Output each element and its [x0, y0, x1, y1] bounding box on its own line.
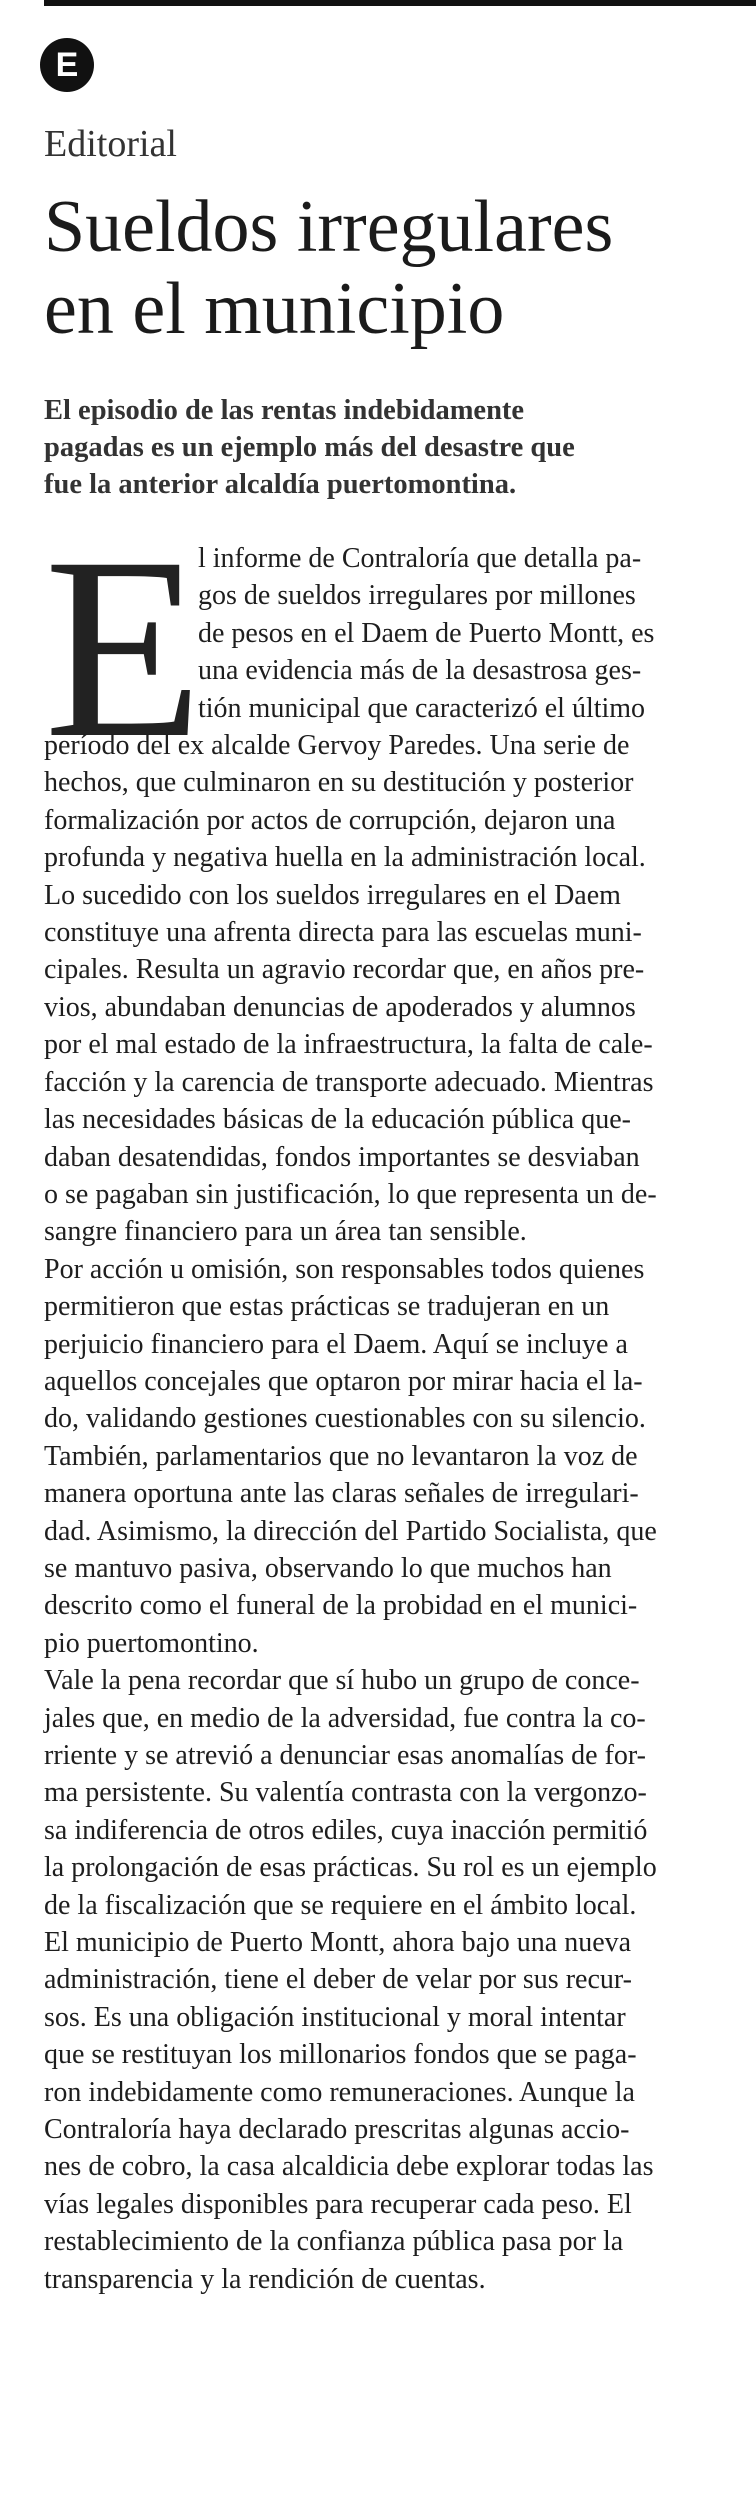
body-line: restablecimiento de la confianza pública pasa por la: [44, 2226, 624, 2258]
body-line: permitieron que estas prácticas se tradujeran en un: [44, 1291, 610, 1323]
headline: [44, 186, 744, 350]
body-line: Lo sucedido con los sueldos irregulares en el Daem: [44, 879, 621, 911]
body-line: do, validando gestiones cuestionables con su silencio.: [44, 1403, 646, 1435]
body-line: También, parlamentarios que no levantaron la voz de: [44, 1440, 638, 1472]
body-line: rriente y se atrevió a denunciar esas anomalías de for-: [44, 1740, 646, 1771]
body-line: vios, abundaban denuncias de apoderados y alumnos: [44, 991, 636, 1023]
body-line: hechos, que culminaron en su destitución y posterior: [44, 767, 634, 799]
body-line: sangre financiero para un área tan sensible.: [44, 1216, 527, 1248]
top-rule: [44, 0, 756, 6]
body-line: por el mal estado de la infraestructura, la falta de cale-: [44, 1029, 653, 1061]
body-line: tión municipal que caracterizó el último: [198, 692, 646, 724]
body-line: una evidencia más de la desastrosa ges-: [198, 655, 642, 687]
body-line: ma persistente. Su valentía contrasta con la vergonzo-: [44, 1777, 647, 1809]
body-line: formalización por actos de corrupción, dejaron una: [44, 804, 616, 836]
body-line: cipales. Resulta un agravio recordar que, en años pre-: [44, 954, 645, 986]
drop-cap: E: [44, 504, 203, 792]
body-line: nes de cobro, la casa alcaldicia debe explorar todas las: [44, 2151, 654, 2183]
headline-line: en el municipio: [44, 268, 505, 350]
body-line: Vale la pena recordar que sí hubo un grupo de conce-: [44, 1665, 640, 1697]
body-line: período del ex alcalde Gervoy Paredes. Una serie de: [44, 730, 630, 762]
body-line: de pesos en el Daem de Puerto Montt, es: [198, 617, 655, 649]
body-line: pio puertomontino.: [44, 1627, 259, 1659]
body-line: facción y la carencia de transporte adecuado. Mientras: [44, 1066, 654, 1098]
body-line: de la fiscalización que se requiere en el ámbito local.: [44, 1889, 637, 1921]
deck-line: El episodio de las rentas indebidamente: [44, 395, 525, 426]
deck-line: pagadas es un ejemplo más del desastre que: [44, 432, 575, 463]
article-body: [44, 504, 754, 2298]
body-line: daban desatendidas, fondos importantes se desviaban: [44, 1141, 640, 1173]
body-line: aquellos concejales que optaron por mirar hacia el la-: [44, 1365, 643, 1397]
editorial-badge: E: [40, 38, 94, 92]
body-line: se mantuvo pasiva, observando lo que muchos han: [44, 1552, 612, 1584]
body-line: constituye una afrenta directa para las escuelas muni-: [44, 917, 642, 949]
headline-line: Sueldos irregulares: [44, 186, 614, 268]
body-line: transparencia y la rendición de cuentas.: [44, 2263, 486, 2295]
body-line: El municipio de Puerto Montt, ahora bajo una nueva: [44, 1927, 632, 1959]
body-line: perjuicio financiero para el Daem. Aquí se incluye a: [44, 1328, 628, 1360]
body-line: l informe de Contraloría que detalla pa-: [198, 543, 642, 574]
body-line: profunda y negativa huella en la administración local.: [44, 842, 646, 874]
deck-summary: [44, 392, 748, 503]
body-line: sa indiferencia de otros ediles, cuya inacción permitió: [44, 1814, 648, 1846]
body-line: manera oportuna ante las claras señales de irregulari-: [44, 1478, 639, 1510]
body-line: la prolongación de esas prácticas. Su rol es un ejemplo: [44, 1852, 657, 1884]
body-line: jales que, en medio de la adversidad, fue contra la co-: [44, 1702, 646, 1734]
body-line: gos de sueldos irregulares por millones: [198, 580, 636, 612]
body-line: o se pagaban sin justificación, lo que representa un de-: [44, 1178, 657, 1210]
body-line: vías legales disponibles para recuperar cada peso. El: [44, 2188, 632, 2220]
body-line: administración, tiene el deber de velar por sus recur-: [44, 1964, 632, 1996]
body-line: dad. Asimismo, la dirección del Partido Socialista, que: [44, 1515, 657, 1547]
body-line: que se restituyan los millonarios fondos que se paga-: [44, 2039, 637, 2071]
body-line: sos. Es una obligación institucional y moral intentar: [44, 2001, 626, 2033]
deck-line: fue la anterior alcaldía puertomontina.: [44, 469, 517, 500]
body-line: Contraloría haya declarado prescritas algunas accio-: [44, 2114, 630, 2146]
body-line: ron indebidamente como remuneraciones. Aunque la: [44, 2076, 635, 2108]
body-line: descrito como el funeral de la probidad en el munici-: [44, 1590, 638, 1622]
body-line: las necesidades básicas de la educación pública que-: [44, 1104, 631, 1136]
section-label: Editorial: [44, 123, 177, 165]
body-line: Por acción u omisión, son responsables todos quienes: [44, 1253, 645, 1285]
